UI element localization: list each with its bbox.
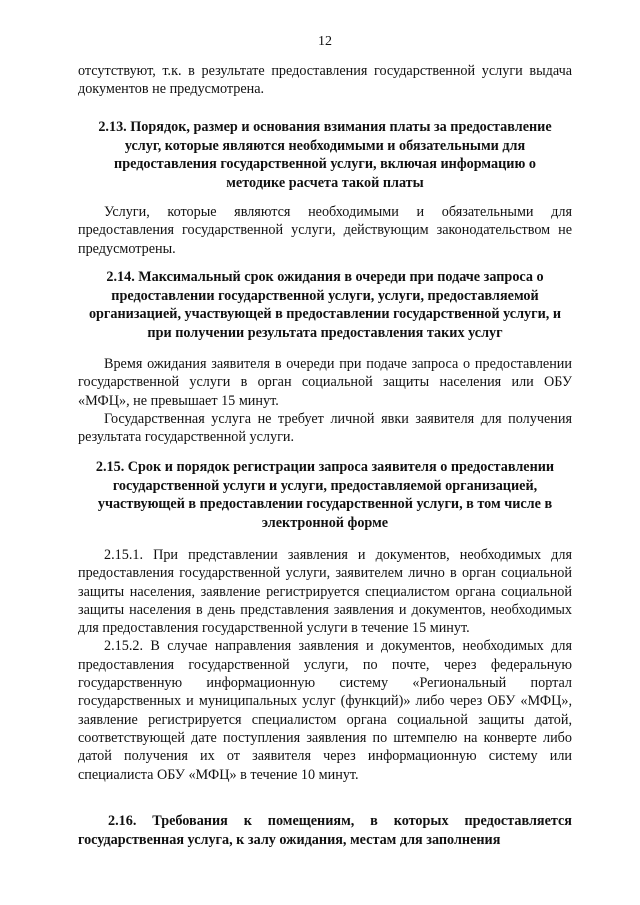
section-2-14-paragraph-1: Время ожидания заявителя в очереди при подаче запроса о предоставлении государственной услуги в орган социальной защиты населения или ОБУ «МФЦ», не превышает 15 минут. bbox=[78, 356, 572, 409]
intro-paragraph: отсутствуют, т.к. в результате предоставления государственной услуги выдача документов не предусмотрена. bbox=[78, 63, 572, 98]
section-2-14-paragraph-2: Государственная услуга не требует личной явки заявителя для получения результата государственной услуги. bbox=[78, 410, 572, 446]
section-2-15-paragraph-2: 2.15.2. В случае направления заявления и документов, необходимых для предоставления государственной услуги, по почте, через федеральную государственную информационную систему «Региональный портал государственных и муниципальных услуг (функций)» либо через ОБУ «МФЦ», заявление регистрируется специалистом органа социальной защиты датой, соответствующей дате поступления заявления по штемпелю на конверте либо датой получения их от заявителя через информационную систему или специалиста ОБУ «МФЦ» в течение 10 минут. bbox=[78, 638, 572, 783]
section-2-15-paragraph-1: 2.15.1. При представлении заявления и документов, необходимых для предоставления государственной услуги, заявителем лично в орган социальной защиты населения, заявление регистрируется специалистом органа социальной защиты населения в день представления заявления и документов, необходимых для предоставления государственной услуги в течение 15 минут. bbox=[78, 547, 572, 637]
section-2-14-heading: 2.14. Максимальный срок ожидания в очереди при подаче запроса о предоставлении государственной услуги, услуги, предоставляемой организацией, участвующей в предоставлении государственной услуги, и при получении результата предоставления таких услуг bbox=[88, 269, 562, 341]
section-2-13-body bbox=[78, 203, 572, 258]
section-2-16-heading: 2.16. Требования к помещениям, в которых предоставляется государственная услуга, к залу ожидания, местам для заполнения bbox=[78, 813, 572, 848]
section-2-15-body bbox=[78, 546, 572, 784]
section-2-13-heading-block bbox=[98, 118, 552, 192]
intro-block bbox=[78, 62, 572, 99]
section-2-14-body bbox=[78, 355, 572, 446]
page-number: 12 bbox=[318, 34, 332, 49]
section-2-16-heading-block bbox=[78, 812, 572, 849]
section-2-13-paragraph: Услуги, которые являются необходимыми и обязательными для предоставления государственной услуги, действующим законодательством не предусмотрены. bbox=[78, 204, 572, 257]
section-2-13-heading: 2.13. Порядок, размер и основания взимания платы за предоставление услуг, которые являются необходимыми и обязательными для предоставления государственной услуги, включая информацию о методике расчета такой платы bbox=[98, 119, 552, 191]
section-2-14-heading-block bbox=[78, 268, 572, 342]
section-2-15-heading-block bbox=[78, 458, 572, 532]
section-2-15-heading: 2.15. Срок и порядок регистрации запроса заявителя о предоставлении государственной услуги и услуги, предоставляемой организацией, участвующей в предоставлении государственной услуги, в том числе в электронной форме bbox=[95, 459, 555, 531]
